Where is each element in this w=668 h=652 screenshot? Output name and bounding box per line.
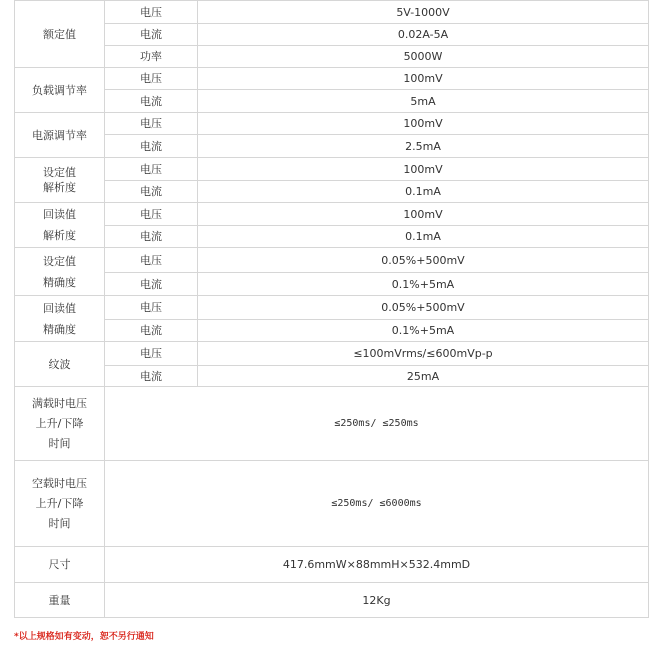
param-value: 2.5mA — [198, 135, 649, 158]
table-row — [15, 135, 649, 158]
table-row — [15, 24, 649, 46]
param-label: 电流 — [105, 273, 198, 296]
param-value: 0.05%+500mV — [198, 296, 649, 320]
param-label: 电压 — [105, 203, 198, 226]
param-label: 电流 — [105, 366, 198, 387]
label-line: 上升/下降 — [35, 416, 84, 430]
param-value: 100mV — [198, 113, 649, 135]
param-value: 5V-1000V — [198, 1, 649, 24]
table-row — [15, 113, 649, 135]
table-row — [15, 248, 649, 273]
table-row — [15, 90, 649, 113]
row-label-rated: 额定值 — [15, 1, 105, 68]
param-label: 电压 — [105, 68, 198, 90]
param-value: ≤250ms/ ≤6000ms — [105, 461, 649, 547]
label-line: 时间 — [48, 516, 71, 530]
param-value: ≤100mVrms/≤600mVp-p — [198, 342, 649, 366]
label-line: 设定值 — [43, 254, 76, 268]
row-label-size: 尺寸 — [15, 547, 105, 583]
param-value: 417.6mmW×88mmH×532.4mmD — [105, 547, 649, 583]
table-row — [15, 461, 649, 547]
param-value: 0.1mA — [198, 181, 649, 203]
param-value: 5mA — [198, 90, 649, 113]
label-line: 设定值 — [43, 166, 76, 179]
label-line: 解析度 — [43, 181, 76, 194]
table-row — [15, 366, 649, 387]
table-row — [15, 46, 649, 68]
table-row — [15, 273, 649, 296]
table-row — [15, 158, 649, 181]
table-row — [15, 387, 649, 461]
row-label-full-load-rise-fall — [15, 387, 105, 461]
table-row — [15, 181, 649, 203]
param-label: 电流 — [105, 24, 198, 46]
label-line: 解析度 — [43, 229, 76, 242]
label-line: 精确度 — [43, 322, 76, 336]
param-value: 0.1mA — [198, 226, 649, 248]
label-line: 时间 — [48, 436, 71, 450]
table-row — [15, 547, 649, 583]
param-value: 100mV — [198, 203, 649, 226]
label-line: 空载时电压 — [32, 476, 87, 490]
row-label-set-accuracy — [15, 248, 105, 296]
row-label-no-load-rise-fall — [15, 461, 105, 547]
table-row — [15, 583, 649, 618]
param-label: 电流 — [105, 320, 198, 342]
footnote: *以上规格如有变动，恕不另行通知 — [14, 632, 154, 642]
param-label: 电流 — [105, 181, 198, 203]
param-value: 100mV — [198, 68, 649, 90]
param-label: 电流 — [105, 135, 198, 158]
label-line: 回读值 — [43, 301, 76, 315]
param-value: 12Kg — [105, 583, 649, 618]
param-value: ≤250ms/ ≤250ms — [105, 387, 649, 461]
table-row — [15, 1, 649, 24]
table-row — [15, 203, 649, 226]
param-value: 25mA — [198, 366, 649, 387]
param-label: 电流 — [105, 90, 198, 113]
param-value: 0.02A-5A — [198, 24, 649, 46]
table-row — [15, 342, 649, 366]
spec-table — [14, 0, 649, 618]
table-row — [15, 320, 649, 342]
label-line: 上升/下降 — [35, 496, 84, 510]
param-label: 电压 — [105, 342, 198, 366]
param-value: 0.05%+500mV — [198, 248, 649, 273]
param-label: 电压 — [105, 296, 198, 320]
param-label: 功率 — [105, 46, 198, 68]
label-line: 满载时电压 — [32, 396, 87, 410]
param-value: 0.1%+5mA — [198, 320, 649, 342]
row-label-set-resolution — [15, 158, 105, 203]
param-label: 电压 — [105, 158, 198, 181]
param-value: 5000W — [198, 46, 649, 68]
param-value: 0.1%+5mA — [198, 273, 649, 296]
row-label-readback-accuracy — [15, 296, 105, 342]
row-label-ripple: 纹波 — [15, 342, 105, 387]
table-row — [15, 226, 649, 248]
row-label-load-regulation: 负载调节率 — [15, 68, 105, 113]
row-label-line-regulation: 电源调节率 — [15, 113, 105, 158]
row-label-weight: 重量 — [15, 583, 105, 618]
label-line: 回读值 — [43, 208, 76, 221]
label-line: 精确度 — [43, 275, 76, 289]
param-label: 电压 — [105, 1, 198, 24]
param-value: 100mV — [198, 158, 649, 181]
table-row — [15, 68, 649, 90]
param-label: 电压 — [105, 248, 198, 273]
table-row — [15, 296, 649, 320]
param-label: 电流 — [105, 226, 198, 248]
param-label: 电压 — [105, 113, 198, 135]
row-label-readback-resolution — [15, 203, 105, 248]
